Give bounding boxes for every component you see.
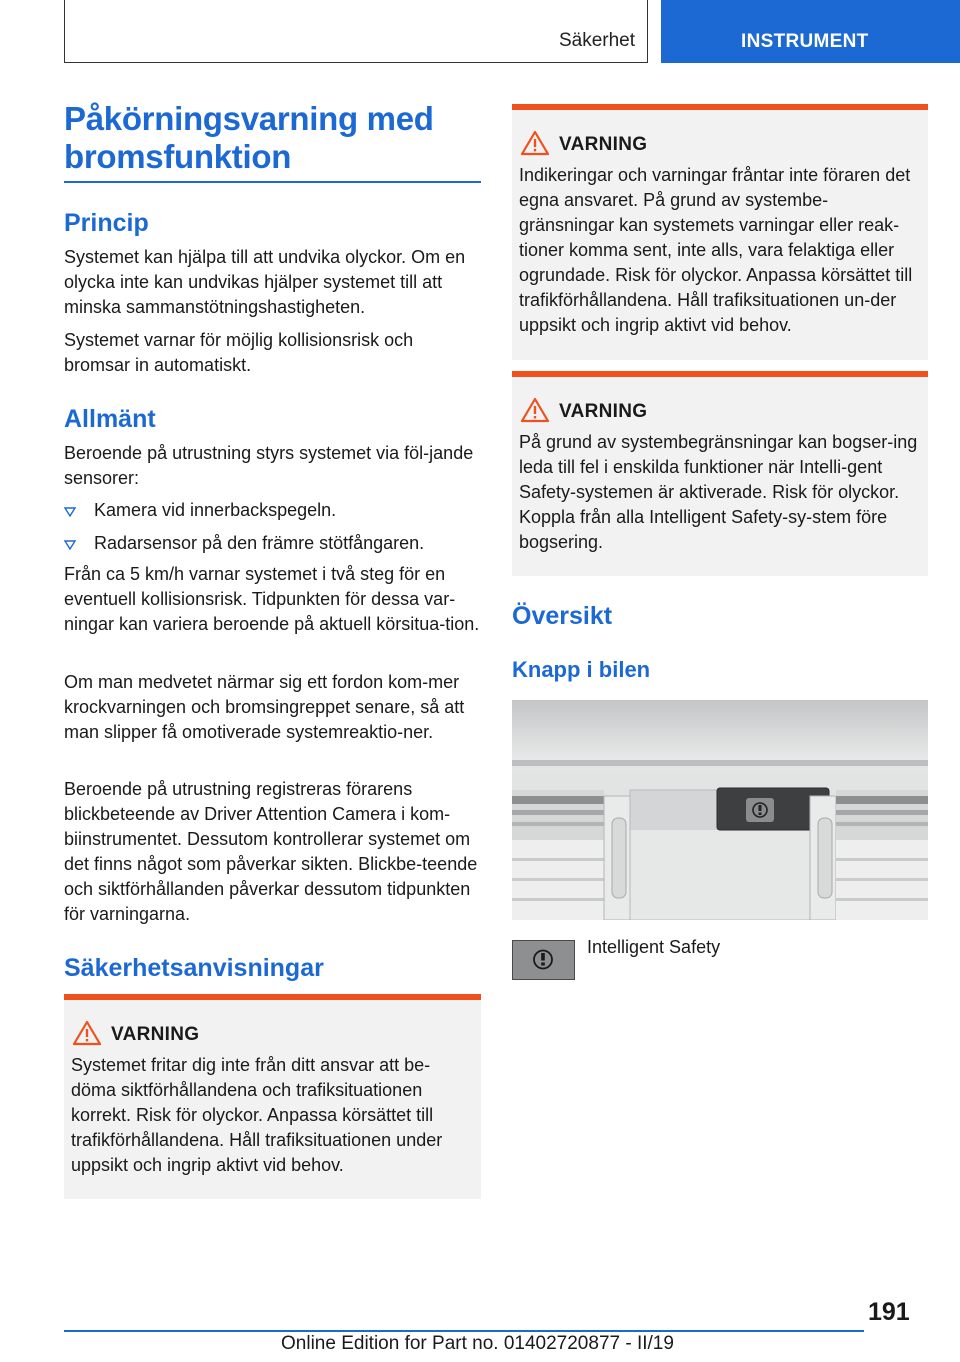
warning-triangle-icon (72, 1020, 102, 1046)
list-item-text: Radarsensor på den främre stötfångaren. (94, 533, 425, 553)
title-underline (64, 181, 481, 183)
warning-text: På grund av systembegränsningar kan bogser-ing leda till fel i enskilda funktioner när Intelli-gent Safety-systemen är aktiverade. Risk för olyckor. Koppla från alla Intelligent Safety-sy-stem före bogsering. (519, 432, 918, 552)
allmant-intro: Beroende på utrustning styrs systemet via föl-jande sensorer: (64, 443, 474, 488)
allmant-paragraph-3: Beroende på utrustning registreras förarens blickbeteende av Driver Attention Camera i kom-biinstrumentet. Dessutom kontrollerar systemet om det finns något som påverkar sikten. Blickbe-teende och siktförhållanden påverkar dessutom tidpunkten för varningarna. (64, 779, 478, 924)
heading-allmant: Allmänt (64, 405, 156, 433)
header-section-box (64, 0, 648, 63)
warning-box-safety (64, 994, 481, 1199)
warning-box-indications (512, 104, 928, 360)
warning-title: VARNING (559, 134, 648, 155)
heading-knapp-i-bilen: Knapp i bilen (512, 657, 651, 682)
footer-rule (64, 1330, 864, 1332)
page-number: 191 (868, 1298, 910, 1326)
page-title: Påkörningsvarning med bromsfunktion (64, 100, 434, 175)
warning-title: VARNING (559, 401, 648, 422)
intelligent-safety-label: Intelligent Safety (587, 937, 721, 957)
heading-princip: Princip (64, 209, 149, 237)
warning-text: Indikeringar och varningar fråntar inte föraren det egna ansvaret. På grund av systembe-gränsningar kan systemets varningar eller reak-tioner komma sent, inte alls, vara felaktiga eller ogrundade. Risk för olyckor. Anpassa körsättet till trafikförhållandena. Håll trafiksituationen un-der uppsikt och ingrip aktivt vid behov. (519, 165, 913, 335)
heading-oversikt: Översikt (512, 602, 613, 630)
warning-text: Systemet fritar dig inte från ditt ansvar att be-döma siktförhållandena och trafiksituationen korrekt. Risk för olyckor. Anpassa körsättet till trafikförhållandena. Håll trafiksituationen under uppsikt och ingrip aktivt vid behov. (71, 1055, 443, 1175)
warning-triangle-icon (520, 397, 550, 423)
warning-box-towing (512, 371, 928, 576)
intelligent-safety-button-icon (512, 940, 575, 980)
warning-triangle-icon (520, 130, 550, 156)
allmant-paragraph-1: Från ca 5 km/h varnar systemet i två steg för en eventuell kollisionsrisk. Tidpunkten för dessa var-ningar kan variera beroende på aktuell körsitua-tion. (64, 564, 480, 634)
console-button-photo (512, 700, 928, 920)
triangle-bullet-icon (64, 507, 76, 517)
triangle-bullet-icon (64, 540, 76, 550)
princip-paragraph-2: Systemet varnar för möjlig kollisionsrisk och bromsar in automatiskt. (64, 330, 414, 375)
header-chapter-tab (661, 0, 960, 63)
header-section-title: Säkerhet (558, 30, 635, 51)
allmant-paragraph-2: Om man medvetet närmar sig ett fordon kom-mer krockvarningen och bromsingreppet senare, så att man slipper få omotiverade systemreaktio-ner. (64, 672, 465, 742)
list-item-text: Kamera vid innerbackspegeln. (94, 500, 337, 520)
princip-paragraph-1: Systemet kan hjälpa till att undvika olyckor. Om en olycka inte kan undvikas hjälper systemet till att minska sammanstötningshastigheten. (64, 247, 466, 317)
header-chapter-title: INSTRUMENT (741, 31, 869, 52)
footer-edition-text: Online Edition for Part no. 01402720877 - II/19 (281, 1333, 674, 1354)
heading-sakerhetsanvisningar: Säkerhetsanvisningar (64, 954, 324, 982)
warning-title: VARNING (111, 1024, 200, 1045)
